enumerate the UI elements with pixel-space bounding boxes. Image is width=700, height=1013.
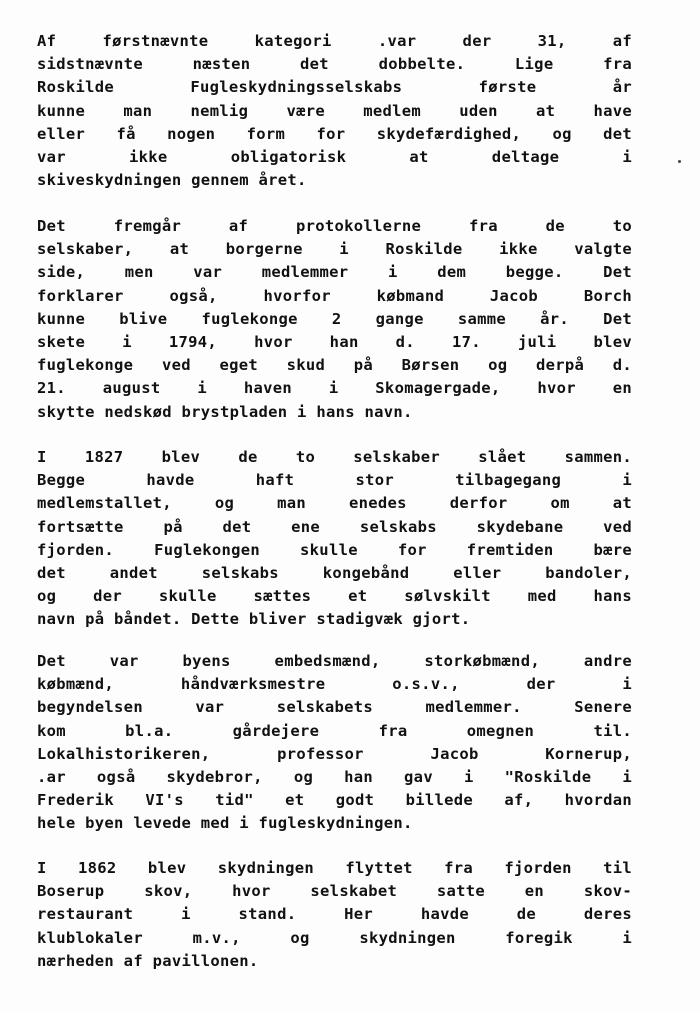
paragraph-line: kunne man nemlig være medlem uden at have xyxy=(37,101,632,120)
paragraph-line: var ikke obligatorisk at deltage i xyxy=(37,147,632,166)
paragraph-line: fortsætte på det ene selskabs skydebane ved xyxy=(37,517,632,536)
paragraph-line: side, men var medlemmer i dem begge. Det xyxy=(37,263,632,282)
paragraph-line: Frederik VI's tid" et godt billede af, hvordan xyxy=(37,791,632,810)
paragraph-line: Lokalhistorikeren, professor Jacob Kornerup, xyxy=(37,744,632,763)
paragraph-line: hele byen levede med i fugleskydningen. xyxy=(37,814,413,833)
paragraph-line: restaurant i stand. Her havde de deres xyxy=(37,905,632,924)
paragraph-line: nærheden af pavillonen. xyxy=(37,951,259,970)
paragraph-4 xyxy=(37,650,632,836)
paragraph-line: I 1827 blev de to selskaber slået sammen. xyxy=(37,448,632,466)
paragraph-line: selskaber, at borgerne i Roskilde ikke valgte xyxy=(37,240,632,259)
paragraph-line: forklarer også, hvorfor købmand Jacob Borch xyxy=(37,286,632,305)
paragraph-line: Begge havde haft stor tilbagegang i xyxy=(37,471,632,490)
paragraph-line: skiveskydningen gennem året. xyxy=(37,171,307,190)
paragraph-line: eller få nogen form for skydefærdighed, og det xyxy=(37,124,632,143)
paragraph-line: navn på båndet. Dette bliver stadigvæk gjort. xyxy=(37,610,471,629)
paragraph-2 xyxy=(37,215,632,424)
paragraph-line: kunne blive fuglekonge 2 gange samme år. Det xyxy=(37,309,632,328)
paragraph-1 xyxy=(37,30,632,192)
paragraph-line: Af førstnævnte kategori .var der 31, af xyxy=(37,32,632,50)
paragraph-line: fjorden. Fuglekongen skulle for fremtiden bære xyxy=(37,540,632,559)
paragraph-line: fuglekonge ved eget skud på Børsen og derpå d. xyxy=(37,356,632,375)
scan-speck xyxy=(678,160,681,163)
paragraph-line: klublokaler m.v., og skydningen foregik i xyxy=(37,928,632,947)
paragraph-line: begyndelsen var selskabets medlemmer. Senere xyxy=(37,698,632,717)
paragraph-line: I 1862 blev skydningen flyttet fra fjorden til xyxy=(37,859,632,877)
paragraph-line: Det fremgår af protokollerne fra de to xyxy=(37,217,632,235)
paragraph-line: skytte nedskød brystpladen i hans navn. xyxy=(37,402,413,421)
paragraph-3 xyxy=(37,446,632,632)
paragraph-5 xyxy=(37,857,632,973)
paragraph-line: Det var byens embedsmænd, storkøbmænd, andre xyxy=(37,652,632,670)
paragraph-line: sidstnævnte næsten det dobbelte. Lige fra xyxy=(37,55,632,74)
paragraph-line: og der skulle sættes et sølvskilt med hans xyxy=(37,587,632,606)
paragraph-line: .ar også skydebror, og han gav i "Roskilde i xyxy=(37,767,632,786)
paragraph-line: købmænd, håndværksmestre o.s.v., der i xyxy=(37,675,632,694)
paragraph-line: skete i 1794, hvor han d. 17. juli blev xyxy=(37,332,632,351)
paragraph-line: det andet selskabs kongebånd eller bandoler, xyxy=(37,563,632,582)
paragraph-line: 21. august i haven i Skomagergade, hvor en xyxy=(37,379,632,398)
paragraph-line: Roskilde Fugleskydningsselskabs første år xyxy=(37,78,632,97)
paragraph-line: Boserup skov, hvor selskabet satte en skov- xyxy=(37,882,632,901)
paragraph-line: medlemstallet, og man enedes derfor om at xyxy=(37,494,632,513)
paragraph-line: kom bl.a. gårdejere fra omegnen til. xyxy=(37,721,632,740)
